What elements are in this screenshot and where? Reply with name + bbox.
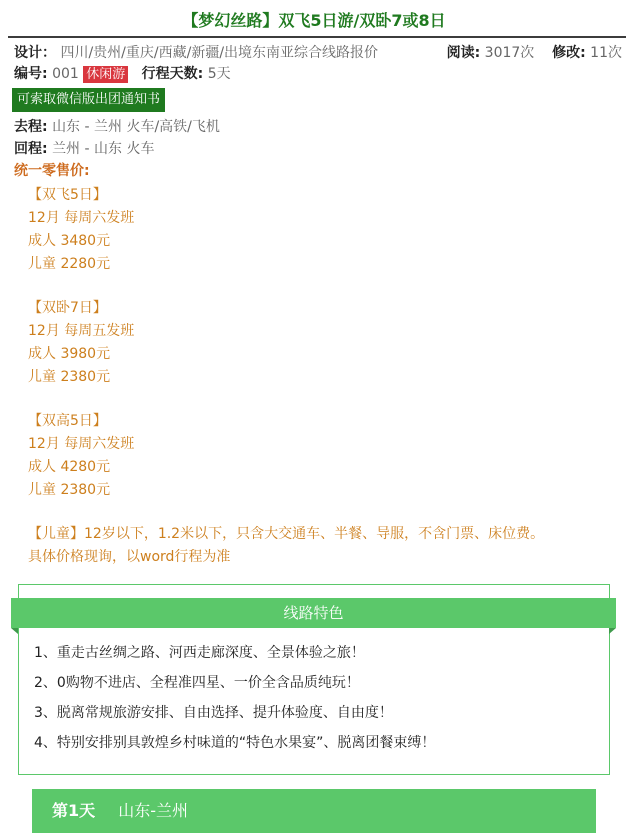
price-package xyxy=(28,297,134,389)
days-label: 行程天数: xyxy=(141,66,204,82)
package-adult-price: 成人 4280元 xyxy=(28,459,111,475)
package-adult-price: 成人 3980元 xyxy=(28,346,111,362)
page-title: 【梦幻丝路】双飞5日游/双卧7或8日 xyxy=(182,11,446,30)
reads-label: 阅读: xyxy=(446,45,481,61)
feature-item: 1、重走古丝绸之路、河西走廊深度、全景体验之旅！ xyxy=(34,645,365,661)
return-value: 兰州 - 山东 火车 xyxy=(52,141,155,157)
package-schedule: 12月 每周五发班 xyxy=(28,323,135,339)
child-note: 【儿童】12岁以下，1.2米以下，只含大交通车、半餐、导服，不含门票、床位费。 xyxy=(28,526,545,542)
package-schedule: 12月 每周六发班 xyxy=(28,210,135,226)
depart-label: 去程: xyxy=(14,119,48,135)
price-note: 具体价格现询，以word行程为准 xyxy=(28,549,231,565)
features-title: 线路特色 xyxy=(11,598,616,628)
edits-value: 11次 xyxy=(590,45,622,61)
design-label: 设计： xyxy=(14,45,56,61)
code-label: 编号: xyxy=(14,66,48,82)
design-value[interactable]: 四川/贵州/重庆/西藏/新疆/出境东南亚综合线路报价 xyxy=(60,45,379,61)
package-child-price: 儿童 2380元 xyxy=(28,482,111,498)
depart-row xyxy=(14,118,220,136)
package-schedule: 12月 每周六发班 xyxy=(28,436,135,452)
feature-item: 3、脱离常规旅游安排、自由选择、提升体验度、自由度！ xyxy=(34,705,393,721)
return-label: 回程: xyxy=(14,141,48,157)
ribbon-fold-right xyxy=(609,628,616,634)
edits-label: 修改: xyxy=(552,45,586,61)
days-value: 5天 xyxy=(207,66,231,82)
day-1-header[interactable] xyxy=(32,789,596,833)
depart-value: 山东 - 兰州 火车/高铁/飞机 xyxy=(52,119,220,135)
price-package xyxy=(28,410,134,502)
package-child-price: 儿童 2280元 xyxy=(28,256,111,272)
design-row xyxy=(14,44,378,62)
feature-item: 4、特别安排别具敦煌乡村味道的“特色水果宴”、脱离团餐束缚！ xyxy=(34,735,436,751)
package-name: 【双高5日】 xyxy=(28,413,107,429)
title-divider xyxy=(8,36,626,38)
package-name: 【双卧7日】 xyxy=(28,300,107,316)
package-child-price: 儿童 2380元 xyxy=(28,369,111,385)
stats-row xyxy=(447,44,622,62)
code-value: 001 xyxy=(52,66,79,82)
price-heading: 统一零售价: xyxy=(14,163,90,179)
reads-value: 3017次 xyxy=(484,45,535,61)
day-route: 山东-兰州 xyxy=(118,801,189,820)
category-tag[interactable]: 休闲游 xyxy=(83,66,128,83)
price-package xyxy=(28,184,134,276)
package-name: 【双飞5日】 xyxy=(28,187,107,203)
package-adult-price: 成人 3480元 xyxy=(28,233,111,249)
return-row xyxy=(14,140,154,158)
ribbon-fold-left xyxy=(11,628,18,634)
feature-item: 2、0购物不进店、全程准四星、一价全含品质纯玩！ xyxy=(34,675,360,691)
notice-button[interactable]: 可索取微信版出团通知书 xyxy=(12,88,165,112)
code-row xyxy=(14,65,231,83)
day-label: 第1天 xyxy=(52,801,96,820)
